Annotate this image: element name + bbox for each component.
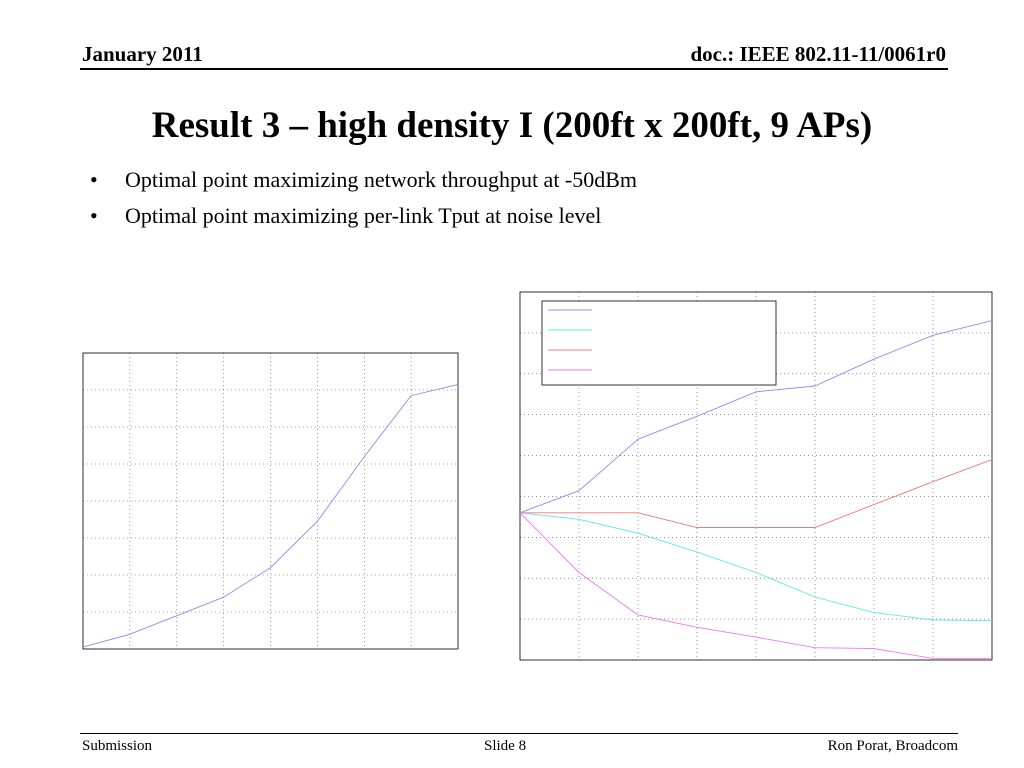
bullet-text: Optimal point maximizing per-link Tput at noise level (125, 203, 602, 228)
bullet-list (90, 162, 637, 234)
header-divider (80, 68, 948, 70)
bullet-symbol: • (90, 167, 98, 192)
bullet-item (90, 198, 637, 234)
concurrent-transmissions-chart (40, 325, 480, 690)
header-doc-id: doc.: IEEE 802.11-11/0061r0 (690, 42, 946, 66)
bullet-item (90, 162, 637, 198)
footer-submission: Submission (82, 738, 153, 754)
footer-slide-number: Slide 8 (484, 738, 527, 754)
header-date: January 2011 (82, 42, 203, 66)
chart-legend (542, 301, 776, 385)
bullet-symbol: • (90, 203, 98, 228)
slide-title: Result 3 – high density I (200ft x 200ft, 9 APs) (151, 105, 873, 146)
bullet-text: Optimal point maximizing network throughput at -50dBm (125, 167, 638, 192)
footer-divider (80, 733, 958, 734)
throughput-chart (465, 260, 1010, 705)
footer-author: Ron Porat, Broadcom (827, 738, 958, 754)
throughput-plot (465, 260, 1010, 705)
concurrent-transmissions-plot (40, 325, 480, 690)
